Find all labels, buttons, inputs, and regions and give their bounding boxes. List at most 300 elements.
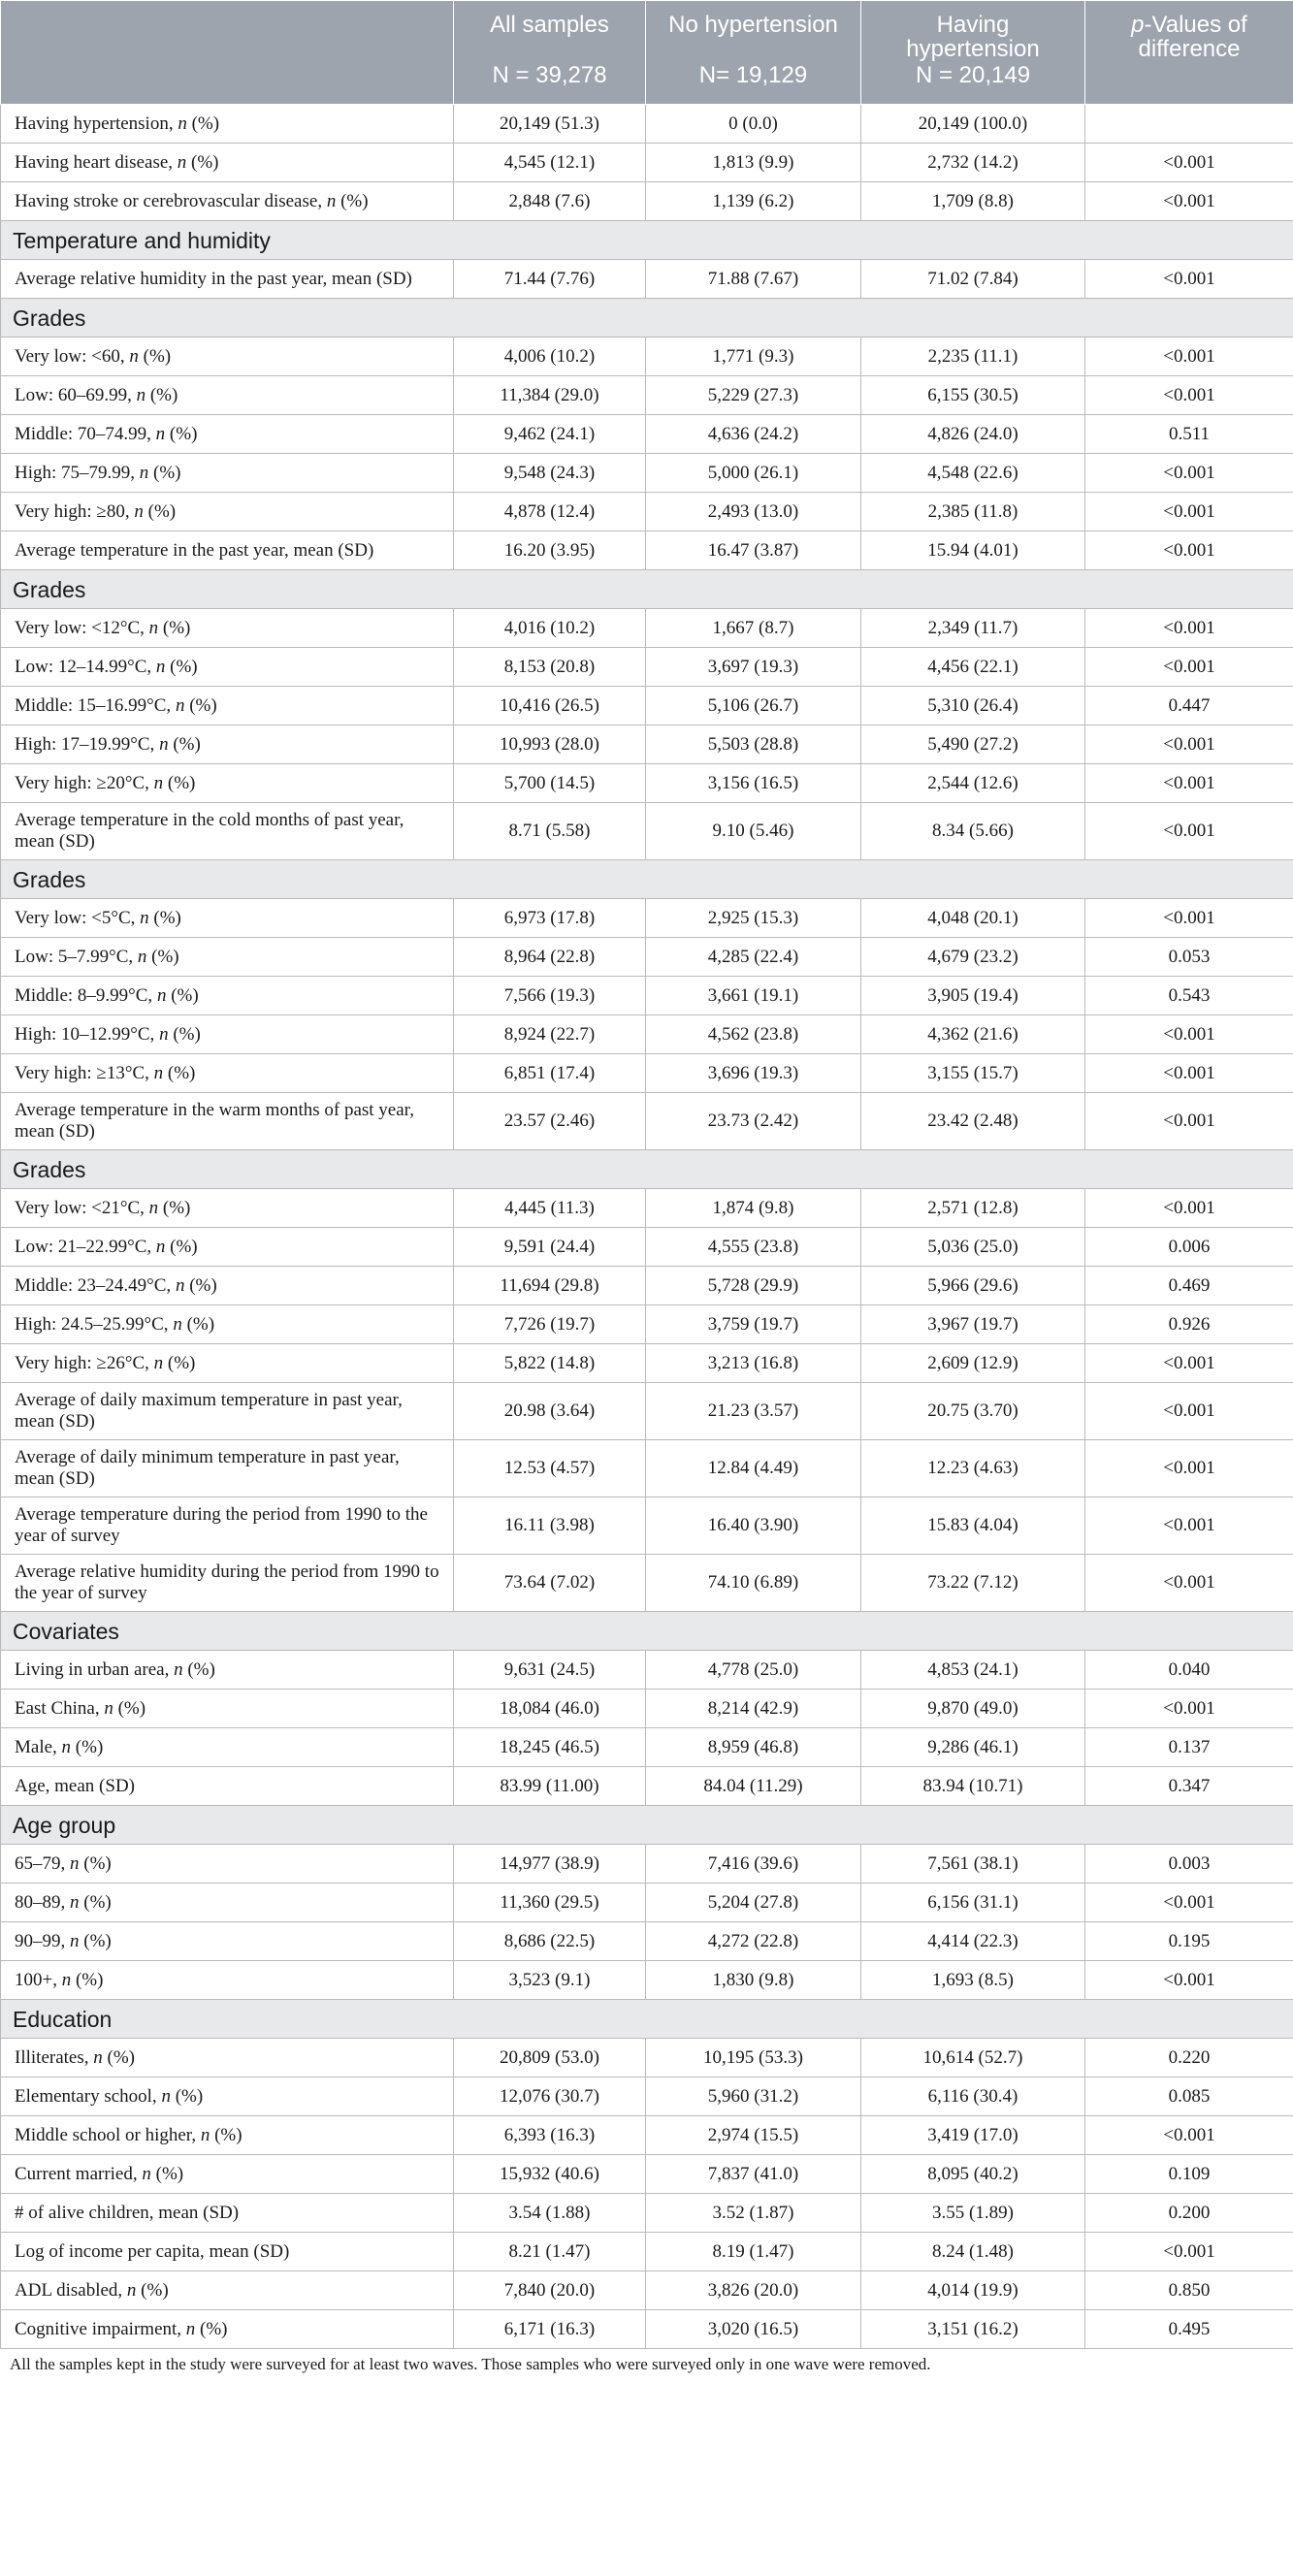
cell-having-hypertension: 4,362 (21.6) — [861, 1015, 1085, 1054]
cell-no-hypertension: 5,960 (31.2) — [646, 2077, 861, 2116]
cell-having-hypertension: 71.02 (7.84) — [861, 260, 1085, 299]
cell-all-samples: 10,993 (28.0) — [454, 725, 646, 764]
table-row — [1, 1093, 1293, 1150]
cell-p-value: <0.001 — [1085, 1054, 1293, 1093]
table-footnote: All the samples kept in the study were surveyed for at least two waves. Those samples who were surveyed only in one wave were removed. — [10, 2355, 931, 2373]
table-row — [1, 338, 1293, 376]
row-label: Average temperature in the cold months of past year, mean (SD) — [1, 803, 454, 860]
cell-no-hypertension: 1,139 (6.2) — [646, 182, 861, 221]
table-row — [1, 2039, 1293, 2077]
table-row — [1, 1383, 1293, 1440]
cell-no-hypertension: 5,000 (26.1) — [646, 454, 861, 493]
table-row — [1, 764, 1293, 803]
cell-p-value: 0.447 — [1085, 687, 1293, 725]
cell-all-samples: 9,462 (24.1) — [454, 415, 646, 454]
table-row — [1, 105, 1293, 144]
cell-all-samples: 16.20 (3.95) — [454, 531, 646, 570]
row-label: Average relative humidity during the period from 1990 to the year of survey — [1, 1555, 454, 1612]
cell-all-samples: 16.11 (3.98) — [454, 1497, 646, 1555]
row-label: Log of income per capita, mean (SD) — [1, 2233, 454, 2271]
cell-p-value: <0.001 — [1085, 1383, 1293, 1440]
table-row — [1, 260, 1293, 299]
row-label: Very high: ≥80, n (%) — [1, 493, 454, 531]
cell-p-value: <0.001 — [1085, 182, 1293, 221]
table-row — [1, 609, 1293, 648]
table-row — [1, 1305, 1293, 1344]
cell-no-hypertension: 3,213 (16.8) — [646, 1344, 861, 1383]
cell-p-value: 0.109 — [1085, 2155, 1293, 2194]
header-p-values-title — [1095, 1, 1283, 61]
cell-p-value: 0.511 — [1085, 415, 1293, 454]
cell-having-hypertension: 3,155 (15.7) — [861, 1054, 1085, 1093]
cell-p-value: 0.850 — [1085, 2271, 1293, 2310]
cell-no-hypertension: 3,156 (16.5) — [646, 764, 861, 803]
cell-no-hypertension: 3,661 (19.1) — [646, 977, 861, 1015]
cell-all-samples: 9,548 (24.3) — [454, 454, 646, 493]
table-row — [1, 2194, 1293, 2233]
header-no-hypertension-n: N= 19,129 — [698, 62, 808, 88]
cell-having-hypertension: 5,036 (25.0) — [861, 1228, 1085, 1267]
cell-all-samples: 8,964 (22.8) — [454, 938, 646, 977]
section-heading: Grades — [1, 299, 1293, 338]
cell-all-samples: 8,153 (20.8) — [454, 648, 646, 687]
table-row — [1, 1228, 1293, 1267]
table-row — [1, 648, 1293, 687]
section-heading: Grades — [1, 860, 1293, 899]
cell-no-hypertension: 3,020 (16.5) — [646, 2310, 861, 2349]
cell-no-hypertension: 1,830 (9.8) — [646, 1961, 861, 2000]
row-label: Middle: 8–9.99°C, n (%) — [1, 977, 454, 1015]
row-label: High: 10–12.99°C, n (%) — [1, 1015, 454, 1054]
row-label: Middle: 70–74.99, n (%) — [1, 415, 454, 454]
cell-p-value: 0.926 — [1085, 1305, 1293, 1344]
row-label: High: 75–79.99, n (%) — [1, 454, 454, 493]
table-row — [1, 182, 1293, 221]
cell-all-samples: 11,384 (29.0) — [454, 376, 646, 415]
cell-no-hypertension: 2,493 (13.0) — [646, 493, 861, 531]
cell-having-hypertension: 3,905 (19.4) — [861, 977, 1085, 1015]
table-row — [1, 376, 1293, 415]
table-row — [1, 2271, 1293, 2310]
section-row — [1, 221, 1293, 260]
cell-no-hypertension: 5,728 (29.9) — [646, 1267, 861, 1305]
cell-no-hypertension: 12.84 (4.49) — [646, 1440, 861, 1497]
cell-no-hypertension: 84.04 (11.29) — [646, 1767, 861, 1806]
cell-all-samples: 11,694 (29.8) — [454, 1267, 646, 1305]
row-label: Living in urban area, n (%) — [1, 1651, 454, 1690]
cell-p-value: <0.001 — [1085, 803, 1293, 860]
cell-having-hypertension: 10,614 (52.7) — [861, 2039, 1085, 2077]
cell-no-hypertension: 3.52 (1.87) — [646, 2194, 861, 2233]
table-row — [1, 2116, 1293, 2155]
row-label: 65–79, n (%) — [1, 1845, 454, 1884]
section-row — [1, 1150, 1293, 1189]
section-row — [1, 860, 1293, 899]
row-label: Very high: ≥20°C, n (%) — [1, 764, 454, 803]
table-row — [1, 1728, 1293, 1767]
cell-having-hypertension: 2,235 (11.1) — [861, 338, 1085, 376]
cell-all-samples: 2,848 (7.6) — [454, 182, 646, 221]
cell-having-hypertension: 4,548 (22.6) — [861, 454, 1085, 493]
cell-all-samples: 12,076 (30.7) — [454, 2077, 646, 2116]
cell-all-samples: 20.98 (3.64) — [454, 1383, 646, 1440]
row-label: Current married, n (%) — [1, 2155, 454, 2194]
table-row — [1, 415, 1293, 454]
section-row — [1, 2000, 1293, 2039]
cell-no-hypertension: 7,837 (41.0) — [646, 2155, 861, 2194]
cell-p-value: <0.001 — [1085, 1884, 1293, 1922]
table-row — [1, 1015, 1293, 1054]
cell-no-hypertension: 2,925 (15.3) — [646, 899, 861, 938]
cell-all-samples: 5,700 (14.5) — [454, 764, 646, 803]
row-label: 90–99, n (%) — [1, 1922, 454, 1961]
cell-all-samples: 8.21 (1.47) — [454, 2233, 646, 2271]
cell-p-value: <0.001 — [1085, 376, 1293, 415]
header-having-hypertension-title: Having hypertension — [906, 12, 1040, 62]
cell-all-samples: 6,851 (17.4) — [454, 1054, 646, 1093]
row-label: Very high: ≥13°C, n (%) — [1, 1054, 454, 1093]
cell-p-value: 0.003 — [1085, 1845, 1293, 1884]
row-label: Having stroke or cerebrovascular disease, n (%) — [1, 182, 454, 221]
row-label: Having hypertension, n (%) — [1, 105, 454, 144]
cell-having-hypertension: 1,693 (8.5) — [861, 1961, 1085, 2000]
cell-all-samples: 20,149 (51.3) — [454, 105, 646, 144]
cell-no-hypertension: 1,813 (9.9) — [646, 144, 861, 182]
table-row — [1, 2233, 1293, 2271]
table-row — [1, 1555, 1293, 1612]
row-label: Illiterates, n (%) — [1, 2039, 454, 2077]
cell-all-samples: 71.44 (7.76) — [454, 260, 646, 299]
cell-having-hypertension: 4,853 (24.1) — [861, 1651, 1085, 1690]
cell-p-value: <0.001 — [1085, 531, 1293, 570]
cell-all-samples: 15,932 (40.6) — [454, 2155, 646, 2194]
cell-having-hypertension: 15.94 (4.01) — [861, 531, 1085, 570]
cell-having-hypertension: 2,349 (11.7) — [861, 609, 1085, 648]
header-all-samples-n: N = 39,278 — [492, 62, 607, 88]
cell-p-value: <0.001 — [1085, 1344, 1293, 1383]
cell-having-hypertension: 7,561 (38.1) — [861, 1845, 1085, 1884]
row-label: Very high: ≥26°C, n (%) — [1, 1344, 454, 1383]
cell-no-hypertension: 5,106 (26.7) — [646, 687, 861, 725]
cell-all-samples: 6,171 (16.3) — [454, 2310, 646, 2349]
cell-p-value: <0.001 — [1085, 144, 1293, 182]
cell-having-hypertension: 4,014 (19.9) — [861, 2271, 1085, 2310]
cell-no-hypertension: 1,874 (9.8) — [646, 1189, 861, 1228]
cell-p-value: <0.001 — [1085, 1440, 1293, 1497]
cell-p-value — [1085, 105, 1293, 144]
table-row — [1, 1845, 1293, 1884]
cell-p-value: 0.040 — [1085, 1651, 1293, 1690]
cell-all-samples: 14,977 (38.9) — [454, 1845, 646, 1884]
table-row — [1, 531, 1293, 570]
cell-all-samples: 8,686 (22.5) — [454, 1922, 646, 1961]
cell-all-samples: 11,360 (29.5) — [454, 1884, 646, 1922]
table-row — [1, 1054, 1293, 1093]
cell-no-hypertension: 21.23 (3.57) — [646, 1383, 861, 1440]
cell-all-samples: 4,006 (10.2) — [454, 338, 646, 376]
cell-all-samples: 83.99 (11.00) — [454, 1767, 646, 1806]
cell-having-hypertension: 83.94 (10.71) — [861, 1767, 1085, 1806]
header-all-samples-title: All samples — [490, 12, 609, 38]
cell-all-samples: 12.53 (4.57) — [454, 1440, 646, 1497]
cell-having-hypertension: 2,544 (12.6) — [861, 764, 1085, 803]
cell-having-hypertension: 2,571 (12.8) — [861, 1189, 1085, 1228]
section-heading: Age group — [1, 1806, 1293, 1845]
cell-no-hypertension: 3,826 (20.0) — [646, 2271, 861, 2310]
table-row — [1, 899, 1293, 938]
cell-all-samples: 4,445 (11.3) — [454, 1189, 646, 1228]
cell-no-hypertension: 23.73 (2.42) — [646, 1093, 861, 1150]
cell-p-value: <0.001 — [1085, 609, 1293, 648]
cell-no-hypertension: 16.47 (3.87) — [646, 531, 861, 570]
row-label: Low: 12–14.99°C, n (%) — [1, 648, 454, 687]
cell-no-hypertension: 1,667 (8.7) — [646, 609, 861, 648]
cell-no-hypertension: 4,562 (23.8) — [646, 1015, 861, 1054]
row-label: Average of daily minimum temperature in past year, mean (SD) — [1, 1440, 454, 1497]
cell-having-hypertension: 9,870 (49.0) — [861, 1690, 1085, 1728]
cell-p-value: <0.001 — [1085, 260, 1293, 299]
cell-all-samples: 5,822 (14.8) — [454, 1344, 646, 1383]
header-no-hypertension-title: No hypertension — [668, 12, 838, 38]
table-row — [1, 1344, 1293, 1383]
table-body — [1, 105, 1293, 2349]
cell-having-hypertension: 8,095 (40.2) — [861, 2155, 1085, 2194]
cell-all-samples: 4,545 (12.1) — [454, 144, 646, 182]
cell-no-hypertension: 4,636 (24.2) — [646, 415, 861, 454]
table-row — [1, 2310, 1293, 2349]
section-row — [1, 570, 1293, 609]
row-label: Average temperature in the warm months of past year, mean (SD) — [1, 1093, 454, 1150]
row-label: High: 24.5–25.99°C, n (%) — [1, 1305, 454, 1344]
section-row — [1, 1806, 1293, 1845]
table-row — [1, 938, 1293, 977]
cell-having-hypertension: 9,286 (46.1) — [861, 1728, 1085, 1767]
cell-no-hypertension: 5,229 (27.3) — [646, 376, 861, 415]
table-row — [1, 1189, 1293, 1228]
cell-having-hypertension: 6,155 (30.5) — [861, 376, 1085, 415]
header-having-hypertension-n: N = 20,149 — [915, 62, 1031, 88]
cell-no-hypertension: 71.88 (7.67) — [646, 260, 861, 299]
cell-no-hypertension: 4,285 (22.4) — [646, 938, 861, 977]
table-row — [1, 454, 1293, 493]
cell-having-hypertension: 12.23 (4.63) — [861, 1440, 1085, 1497]
cell-no-hypertension: 10,195 (53.3) — [646, 2039, 861, 2077]
cell-no-hypertension: 16.40 (3.90) — [646, 1497, 861, 1555]
row-label: Middle: 23–24.49°C, n (%) — [1, 1267, 454, 1305]
row-label: Low: 5–7.99°C, n (%) — [1, 938, 454, 977]
row-label: 100+, n (%) — [1, 1961, 454, 2000]
cell-p-value: 0.469 — [1085, 1267, 1293, 1305]
cell-having-hypertension: 5,966 (29.6) — [861, 1267, 1085, 1305]
row-label: Low: 21–22.99°C, n (%) — [1, 1228, 454, 1267]
cell-no-hypertension: 0 (0.0) — [646, 105, 861, 144]
cell-no-hypertension: 8,959 (46.8) — [646, 1728, 861, 1767]
section-heading: Grades — [1, 570, 1293, 609]
cell-having-hypertension: 2,609 (12.9) — [861, 1344, 1085, 1383]
section-row — [1, 1612, 1293, 1651]
row-label: Middle: 15–16.99°C, n (%) — [1, 687, 454, 725]
cell-p-value: 0.195 — [1085, 1922, 1293, 1961]
cell-having-hypertension: 73.22 (7.12) — [861, 1555, 1085, 1612]
cell-having-hypertension: 3,419 (17.0) — [861, 2116, 1085, 2155]
table-row — [1, 1497, 1293, 1555]
cell-having-hypertension: 3.55 (1.89) — [861, 2194, 1085, 2233]
cell-all-samples: 3,523 (9.1) — [454, 1961, 646, 2000]
row-label: Male, n (%) — [1, 1728, 454, 1767]
header-empty — [1, 1, 454, 105]
cell-p-value: <0.001 — [1085, 648, 1293, 687]
cell-no-hypertension: 3,696 (19.3) — [646, 1054, 861, 1093]
header-having-hypertension — [861, 1, 1085, 105]
cell-having-hypertension: 1,709 (8.8) — [861, 182, 1085, 221]
cell-p-value: <0.001 — [1085, 1961, 1293, 2000]
row-label: Very low: <21°C, n (%) — [1, 1189, 454, 1228]
cell-no-hypertension: 74.10 (6.89) — [646, 1555, 861, 1612]
cell-all-samples: 20,809 (53.0) — [454, 2039, 646, 2077]
cell-p-value: 0.347 — [1085, 1767, 1293, 1806]
cell-no-hypertension: 9.10 (5.46) — [646, 803, 861, 860]
table-row — [1, 144, 1293, 182]
cell-having-hypertension: 20,149 (100.0) — [861, 105, 1085, 144]
cell-p-value: 0.220 — [1085, 2039, 1293, 2077]
table-row — [1, 725, 1293, 764]
table-row — [1, 687, 1293, 725]
table-row — [1, 2155, 1293, 2194]
table-row — [1, 1922, 1293, 1961]
cell-all-samples: 6,973 (17.8) — [454, 899, 646, 938]
cell-all-samples: 23.57 (2.46) — [454, 1093, 646, 1150]
row-label: Cognitive impairment, n (%) — [1, 2310, 454, 2349]
cell-no-hypertension: 3,759 (19.7) — [646, 1305, 861, 1344]
cell-p-value: 0.543 — [1085, 977, 1293, 1015]
cell-all-samples: 73.64 (7.02) — [454, 1555, 646, 1612]
cell-having-hypertension: 15.83 (4.04) — [861, 1497, 1085, 1555]
cell-having-hypertension: 2,732 (14.2) — [861, 144, 1085, 182]
header-p-values — [1085, 1, 1293, 105]
row-label: Low: 60–69.99, n (%) — [1, 376, 454, 415]
cell-having-hypertension: 4,414 (22.3) — [861, 1922, 1085, 1961]
cell-having-hypertension: 6,116 (30.4) — [861, 2077, 1085, 2116]
cell-p-value: 0.495 — [1085, 2310, 1293, 2349]
header-p-rest: -Values of difference — [1138, 12, 1247, 62]
cell-p-value: <0.001 — [1085, 764, 1293, 803]
row-label: Having heart disease, n (%) — [1, 144, 454, 182]
header-no-hypertension — [646, 1, 861, 105]
cell-p-value: <0.001 — [1085, 1015, 1293, 1054]
cell-no-hypertension: 2,974 (15.5) — [646, 2116, 861, 2155]
table-row — [1, 1267, 1293, 1305]
cell-no-hypertension: 4,778 (25.0) — [646, 1651, 861, 1690]
cell-having-hypertension: 5,310 (26.4) — [861, 687, 1085, 725]
cell-all-samples: 10,416 (26.5) — [454, 687, 646, 725]
cell-all-samples: 7,566 (19.3) — [454, 977, 646, 1015]
cell-no-hypertension: 1,771 (9.3) — [646, 338, 861, 376]
cell-having-hypertension: 3,151 (16.2) — [861, 2310, 1085, 2349]
cell-p-value: <0.001 — [1085, 725, 1293, 764]
row-label: Middle school or higher, n (%) — [1, 2116, 454, 2155]
cell-p-value: 0.137 — [1085, 1728, 1293, 1767]
cell-all-samples: 9,631 (24.5) — [454, 1651, 646, 1690]
cell-p-value: 0.200 — [1085, 2194, 1293, 2233]
row-label: Average of daily maximum temperature in past year, mean (SD) — [1, 1383, 454, 1440]
header-all-samples — [454, 1, 646, 105]
row-label: Average temperature in the past year, mean (SD) — [1, 531, 454, 570]
cell-all-samples: 7,726 (19.7) — [454, 1305, 646, 1344]
cell-p-value: <0.001 — [1085, 1690, 1293, 1728]
cell-all-samples: 9,591 (24.4) — [454, 1228, 646, 1267]
table-row — [1, 977, 1293, 1015]
cell-having-hypertension: 5,490 (27.2) — [861, 725, 1085, 764]
cell-no-hypertension: 8,214 (42.9) — [646, 1690, 861, 1728]
cell-having-hypertension: 4,826 (24.0) — [861, 415, 1085, 454]
cell-all-samples: 8,924 (22.7) — [454, 1015, 646, 1054]
cell-p-value: <0.001 — [1085, 2233, 1293, 2271]
table-row — [1, 1767, 1293, 1806]
header-row — [1, 1, 1293, 105]
cell-all-samples: 4,016 (10.2) — [454, 609, 646, 648]
cell-all-samples: 4,878 (12.4) — [454, 493, 646, 531]
cell-p-value: <0.001 — [1085, 338, 1293, 376]
table-header — [1, 1, 1293, 105]
cell-p-value: <0.001 — [1085, 493, 1293, 531]
cell-p-value: <0.001 — [1085, 899, 1293, 938]
table-row — [1, 1440, 1293, 1497]
section-heading: Temperature and humidity — [1, 221, 1293, 260]
cell-p-value: <0.001 — [1085, 1189, 1293, 1228]
section-row — [1, 299, 1293, 338]
row-label: East China, n (%) — [1, 1690, 454, 1728]
section-heading: Grades — [1, 1150, 1293, 1189]
row-label: Very low: <12°C, n (%) — [1, 609, 454, 648]
table-row — [1, 1884, 1293, 1922]
cell-no-hypertension: 7,416 (39.6) — [646, 1845, 861, 1884]
row-label: Very low: <60, n (%) — [1, 338, 454, 376]
row-label: Elementary school, n (%) — [1, 2077, 454, 2116]
cell-having-hypertension: 3,967 (19.7) — [861, 1305, 1085, 1344]
cell-having-hypertension: 6,156 (31.1) — [861, 1884, 1085, 1922]
cell-all-samples: 8.71 (5.58) — [454, 803, 646, 860]
row-label: Very low: <5°C, n (%) — [1, 899, 454, 938]
table-row — [1, 1690, 1293, 1728]
row-label: ADL disabled, n (%) — [1, 2271, 454, 2310]
cell-no-hypertension: 3,697 (19.3) — [646, 648, 861, 687]
row-label: High: 17–19.99°C, n (%) — [1, 725, 454, 764]
cell-p-value: 0.053 — [1085, 938, 1293, 977]
table-row — [1, 2077, 1293, 2116]
table-row — [1, 1961, 1293, 2000]
cell-having-hypertension: 20.75 (3.70) — [861, 1383, 1085, 1440]
table-row — [1, 803, 1293, 860]
cell-p-value: <0.001 — [1085, 454, 1293, 493]
row-label: Age, mean (SD) — [1, 1767, 454, 1806]
cell-no-hypertension: 4,555 (23.8) — [646, 1228, 861, 1267]
cell-having-hypertension: 8.24 (1.48) — [861, 2233, 1085, 2271]
cell-no-hypertension: 5,503 (28.8) — [646, 725, 861, 764]
cell-all-samples: 18,084 (46.0) — [454, 1690, 646, 1728]
cell-having-hypertension: 4,048 (20.1) — [861, 899, 1085, 938]
row-label: 80–89, n (%) — [1, 1884, 454, 1922]
cell-no-hypertension: 8.19 (1.47) — [646, 2233, 861, 2271]
cell-no-hypertension: 5,204 (27.8) — [646, 1884, 861, 1922]
header-p-italic: p — [1131, 12, 1145, 38]
cell-having-hypertension: 4,679 (23.2) — [861, 938, 1085, 977]
cell-having-hypertension: 23.42 (2.48) — [861, 1093, 1085, 1150]
row-label: Average relative humidity in the past year, mean (SD) — [1, 260, 454, 299]
cell-p-value: <0.001 — [1085, 1093, 1293, 1150]
section-heading: Covariates — [1, 1612, 1293, 1651]
cell-all-samples: 3.54 (1.88) — [454, 2194, 646, 2233]
table-row — [1, 493, 1293, 531]
